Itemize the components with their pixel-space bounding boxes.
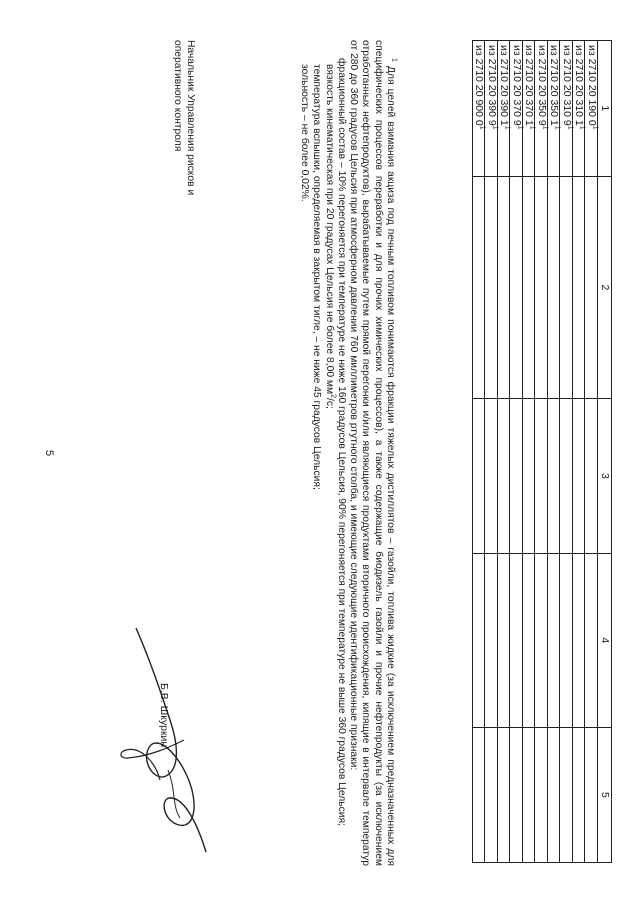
footnote-main-text: Для целей взимания акциза под печным топливом понимаются фракции тяжелых дистиллятов – газойли, топлива жидкие (за исключением предназначенных для специфических процессов переработки и для прочих химических процессов), а также содержащие биодизель газойли и прочие нефтепродукты (за исключением отработанных нефтепродуктов), вырабатываемые путем прямой перегонки и/или являющиеся продуктами вторичного происхождения, кипящие в интервале температур от 280 до 360 градусов Цельсия при атмосферном давлении 760 миллиметров ртутного столба, и имеющие следующие идентификационные признаки: [348,40,396,866]
tn-ved-code-cell [585,41,598,177]
empty-cell [585,553,598,727]
empty-cell [535,727,548,862]
tn-ved-code-cell [560,41,573,177]
tn-ved-code: из 2710 20 350 9 [536,45,548,126]
tn-ved-code-cell [548,41,561,177]
empty-cell [485,553,498,727]
tn-ved-code: из 2710 20 900 0 [473,45,486,126]
empty-cell [473,727,486,862]
empty-cell [573,399,586,554]
empty-cell [560,399,573,554]
footnote-reference: 1 [529,125,536,130]
empty-cell [485,399,498,554]
column-header-4: 4 [598,553,612,727]
empty-cell [498,399,511,554]
tn-ved-code-cell [473,41,486,177]
empty-cell [573,553,586,727]
footnote-reference: 1 [541,125,549,130]
column-header-1: 1 [598,41,612,177]
tn-ved-code-cell [535,41,548,177]
tn-ved-code: из 2710 20 370 9 [511,45,523,126]
viscosity-unit-suffix: /с; [323,397,335,409]
column-header-2: 2 [598,176,612,398]
footnote-reference: 1 [566,125,574,130]
signatory-position [171,40,196,300]
empty-cell [510,553,523,727]
page-number: 5 [43,450,55,457]
empty-cell [510,176,523,398]
footnote-reference: 1 [479,125,486,130]
empty-cell [498,176,511,398]
empty-cell [523,727,536,862]
excise-codes-table [472,40,612,863]
viscosity-unit-power: 2 [328,394,336,398]
tn-ved-code: из 2710 20 390 9 [486,45,498,126]
footnote-reference: 1 [579,125,586,130]
empty-cell [510,399,523,554]
empty-cell [523,176,536,398]
footnote-main [347,40,396,866]
empty-cell [473,176,486,398]
empty-cell [535,176,548,398]
empty-cell [573,727,586,862]
table-row [548,41,561,863]
signatory-name: Б.В. Шкуркин [158,683,170,748]
tn-ved-code-cell [485,41,498,177]
footnote [298,40,396,866]
footnote-viscosity [322,40,334,866]
tn-ved-code-cell [510,41,523,177]
empty-cell [498,727,511,862]
empty-cell [585,176,598,398]
table-header-row [598,41,612,863]
empty-cell [523,399,536,554]
empty-cell [535,399,548,554]
empty-cell [485,176,498,398]
table-row [473,41,486,863]
tn-ved-code: из 2710 20 350 1 [548,45,561,126]
tn-ved-code: из 2710 20 310 9 [561,45,573,126]
empty-cell [548,727,561,862]
position-line-1: Начальник Управления рисков и [185,40,196,196]
table-row [498,41,511,863]
footnote-reference: 1 [504,125,511,130]
empty-cell [498,553,511,727]
empty-cell [573,176,586,398]
viscosity-text: вязкость кинематическая при 20 градусах Цельсия не более 8,00 мм [323,64,335,395]
column-header-5: 5 [598,727,612,862]
footnote-flash-point: температура вспышки, определяемая в закрытом тигле, – не ниже 45 градусов Цельсия; [311,64,323,490]
tn-ved-code-cell [498,41,511,177]
tn-ved-code: из 2710 20 190 0 [586,45,598,126]
footnote-reference: 1 [591,125,599,130]
empty-cell [473,399,486,554]
column-header-3: 3 [598,399,612,554]
footnote-marker: 1 [390,58,398,62]
position-line-2: оперативного контроля [172,40,184,152]
table-row [523,41,536,863]
table-row [485,41,498,863]
empty-cell [585,399,598,554]
empty-cell [485,727,498,862]
empty-cell [535,553,548,727]
empty-cell [560,727,573,862]
table-row [585,41,598,863]
footnote-reference: 1 [554,125,561,130]
footnote-fractional: фракционный состав – 10% перегоняется при температуре не ниже 160 градусов Цельсия, 90% перегоняется при температуре не выше 360 градусов Цельсия; [335,58,347,826]
empty-cell [585,727,598,862]
tn-ved-code-cell [573,41,586,177]
empty-cell [548,399,561,554]
tn-ved-code: из 2710 20 310 1 [573,45,586,126]
empty-cell [510,727,523,862]
footnote-ash: зольность – не более 0,02%. [298,64,310,202]
footnote-reference: 1 [491,125,499,130]
empty-cell [560,553,573,727]
empty-cell [523,553,536,727]
table-row [510,41,523,863]
table-row [560,41,573,863]
empty-cell [548,553,561,727]
empty-cell [473,553,486,727]
footnote-reference: 1 [516,125,524,130]
tn-ved-code-cell [523,41,536,177]
empty-cell [548,176,561,398]
table-row [535,41,548,863]
tn-ved-code: из 2710 20 370 1 [523,45,536,126]
tn-ved-code: из 2710 20 390 1 [498,45,511,126]
table-row [573,41,586,863]
table-body [473,41,598,863]
empty-cell [560,176,573,398]
